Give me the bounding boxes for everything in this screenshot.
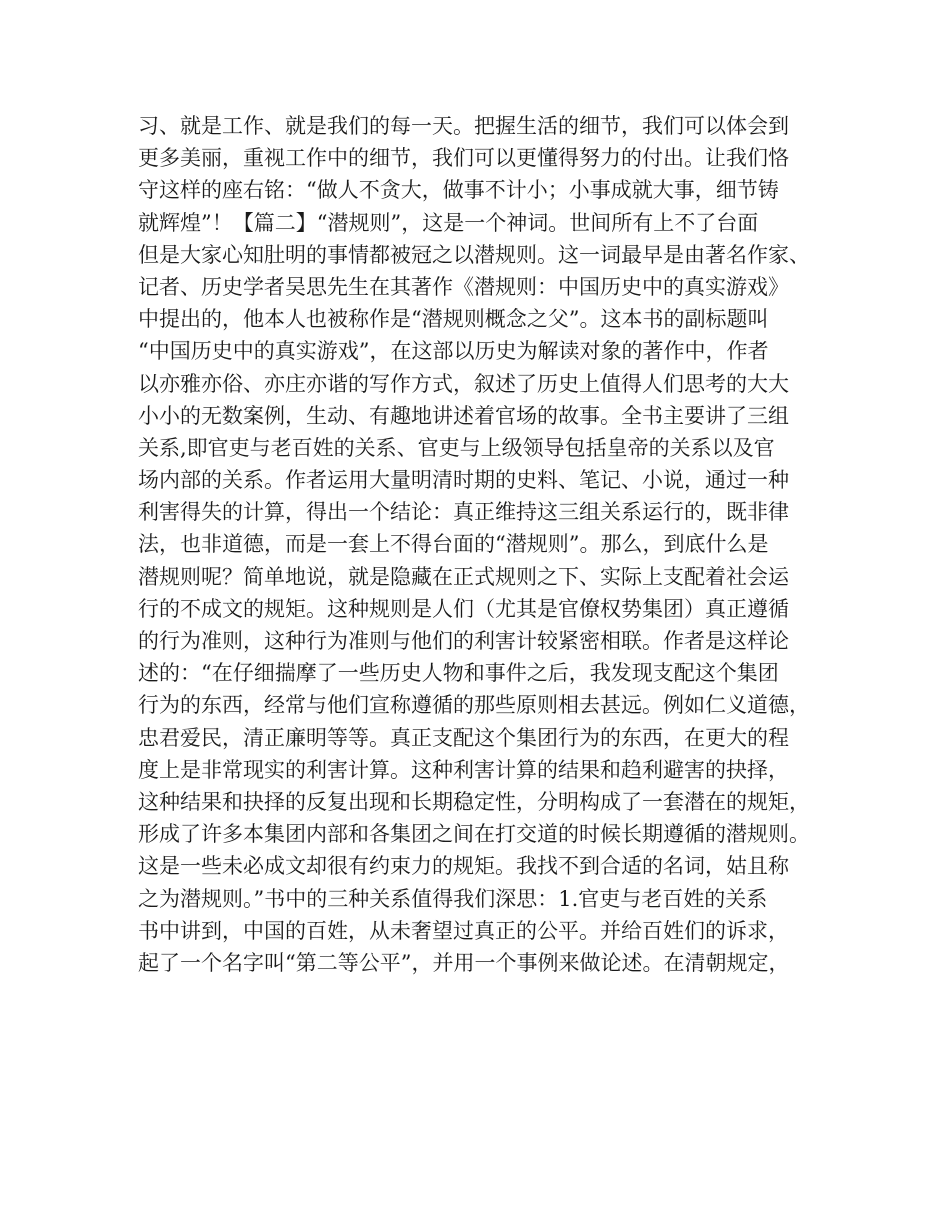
text-line: 守这样的座右铭：“做人不贪大，做事不计小；小事成就大事，细节铸 xyxy=(138,178,779,203)
text-line: 利害得失的计算，得出一个结论：真正维持这三组关系运行的，既非律 xyxy=(138,500,789,525)
text-line: 小小的无数案例，生动、有趣地讲述着官场的故事。全书主要讲了三组 xyxy=(138,403,789,428)
text-line: “中国历史中的真实游戏”，在这部以历史为解读对象的著作中，作者 xyxy=(138,339,769,364)
text-line: 以亦雅亦俗、亦庄亦谐的写作方式，叙述了历史上值得人们思考的大大 xyxy=(138,371,789,396)
text-line: 忠君爱民，清正廉明等等。真正支配这个集团行为的东西，在更大的程 xyxy=(138,725,789,750)
text-line: 起了一个名字叫“第二等公平”，并用一个事例来做论述。在清朝规定， xyxy=(138,950,790,975)
text-line: 行为的东西，经常与他们宣称遵循的那些原则相去甚远。例如仁义道德， xyxy=(138,693,810,718)
text-line: 这是一些未必成文却很有约束力的规矩。我找不到合适的名词，姑且称 xyxy=(138,854,789,879)
text-line: 场内部的关系。作者运用大量明清时期的史料、笔记、小说，通过一种 xyxy=(138,468,789,493)
text-line: 但是大家心知肚明的事情都被冠之以潜规则。这一词最早是由著名作家、 xyxy=(138,242,810,267)
text-line: 关系,即官吏与老百姓的关系、官吏与上级领导包括皇帝的关系以及官 xyxy=(138,435,775,460)
text-line: 书中讲到，中国的百姓，从未奢望过真正的公平。并给百姓们的诉求， xyxy=(138,918,789,943)
body-text xyxy=(138,110,828,979)
text-line: 记者、历史学者吴思先生在其著作《潜规则：中国历史中的真实游戏》 xyxy=(138,274,789,299)
text-line: 这种结果和抉择的反复出现和长期稳定性，分明构成了一套潜在的规矩， xyxy=(138,789,810,814)
text-line: 述的：“在仔细揣摩了一些历史人物和事件之后，我发现支配这个集团 xyxy=(138,661,779,686)
text-line: 中提出的，他本人也被称作是“潜规则概念之父”。这本书的副标题叫 xyxy=(138,307,769,332)
text-line: 度上是非常现实的利害计算。这种利害计算的结果和趋利避害的抉择， xyxy=(138,757,789,782)
text-line: 潜规则呢？简单地说，就是隐藏在正式规则之下、实际上支配着社会运 xyxy=(138,564,789,589)
text-line: 就辉煌”！【篇二】“潜规则”，这是一个神词。世间所有上不了台面 xyxy=(138,210,759,235)
text-line: 之为潜规则。”书中的三种关系值得我们深思：1.官吏与老百姓的关系 xyxy=(138,886,768,911)
text-line: 法，也非道德，而是一套上不得台面的“潜规则”。那么，到底什么是 xyxy=(138,532,769,557)
text-line: 行的不成文的规矩。这种规则是人们（尤其是官僚权势集团）真正遵循 xyxy=(138,596,789,621)
text-line: 形成了许多本集团内部和各集团之间在打交道的时候长期遵循的潜规则。 xyxy=(138,822,810,847)
text-line: 的行为准则，这种行为准则与他们的利害计较紧密相联。作者是这样论 xyxy=(138,629,789,653)
text-line: 习、就是工作、就是我们的每一天。把握生活的细节，我们可以体会到 xyxy=(138,114,789,138)
text-line: 更多美丽，重视工作中的细节，我们可以更懂得努力的付出。让我们恪 xyxy=(138,146,789,171)
